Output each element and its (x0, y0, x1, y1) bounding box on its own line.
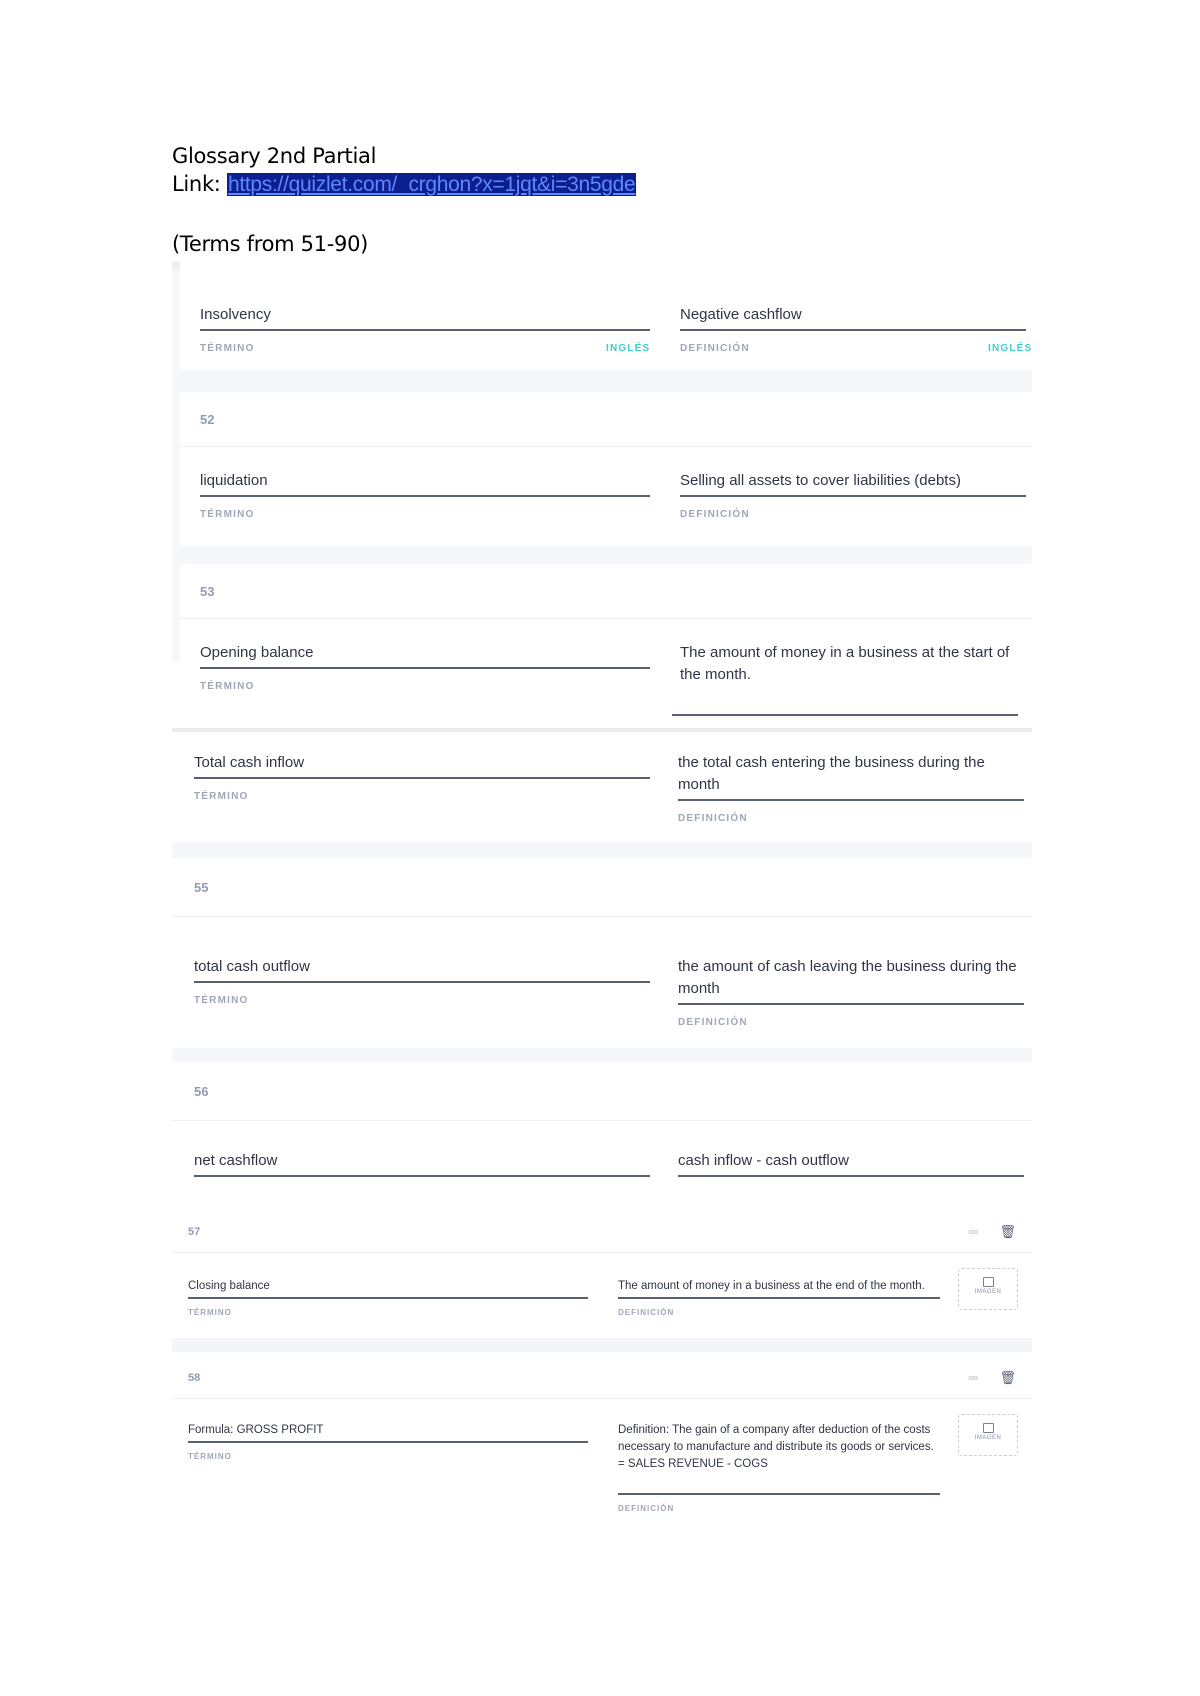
definition-text: Definition: The gain of a company after deduction of the costs necessary to manufacture and distribute its goods or services. (618, 1424, 934, 1453)
term-caption: TÉRMINO (194, 791, 249, 802)
definition-caption: DEFINICIÓN (678, 813, 748, 824)
term-language[interactable]: INGLÉS (606, 343, 651, 354)
image-button-label: IMAGEN (974, 1289, 1002, 1295)
image-icon (983, 1277, 994, 1287)
definition-formula: = SALES REVENUE - COGS (618, 1458, 768, 1470)
image-icon (983, 1423, 994, 1433)
quizlet-link[interactable]: https://quizlet.com/_crghon?x=1jqt&i=3n5gde (227, 173, 636, 196)
definition-field[interactable]: cash inflow - cash outflow (678, 1152, 849, 1169)
term-field[interactable]: total cash outflow (194, 958, 310, 975)
term-field[interactable]: Closing balance (188, 1280, 270, 1292)
card-58 (172, 1352, 1032, 1534)
document-title: Glossary 2nd Partial (172, 144, 377, 168)
card-number: 53 (200, 584, 215, 599)
card-actions (969, 1224, 1016, 1240)
definition-caption: DEFINICIÓN (680, 509, 750, 520)
term-field[interactable]: liquidation (200, 472, 268, 489)
screenshot-cards-57-58 (172, 1204, 1032, 1534)
card-54 (172, 732, 1032, 842)
trash-icon[interactable]: 🗑 (999, 1370, 1016, 1385)
definition-field[interactable] (618, 1422, 934, 1473)
term-field[interactable]: Formula: GROSS PROFIT (188, 1424, 324, 1436)
card-number: 56 (194, 1084, 209, 1099)
image-upload-button[interactable] (958, 1268, 1018, 1310)
drag-handle-icon[interactable]: ═ (968, 1224, 978, 1239)
term-caption: TÉRMINO (188, 1308, 232, 1317)
card-51 (180, 262, 1032, 370)
image-upload-button[interactable] (958, 1414, 1018, 1456)
definition-field[interactable]: the total cash entering the business during the month (678, 754, 985, 793)
term-caption: TÉRMINO (200, 509, 255, 520)
image-button-label: IMAGEN (974, 1435, 1002, 1441)
definition-caption: DEFINICIÓN (618, 1308, 675, 1317)
terms-range-note: (Terms from 51-90) (172, 232, 369, 256)
screenshot-cards-54-56 (172, 728, 1032, 1182)
card-52 (180, 392, 1032, 546)
link-label: Link: (172, 172, 221, 196)
card-53 (180, 564, 1032, 692)
card-56 (172, 1062, 1032, 1182)
trash-icon[interactable]: 🗑 (999, 1224, 1016, 1239)
card-actions (969, 1370, 1016, 1386)
card-57 (172, 1204, 1032, 1338)
term-caption: TÉRMINO (200, 681, 255, 692)
definition-field[interactable]: the amount of cash leaving the business during the month (678, 958, 1017, 997)
drag-handle-icon[interactable]: ═ (968, 1370, 978, 1385)
definition-field[interactable]: Negative cashflow (680, 306, 802, 323)
definition-caption: DEFINICIÓN (678, 1017, 748, 1028)
link-line (172, 172, 636, 197)
card-number: 52 (200, 412, 215, 427)
definition-field[interactable]: Selling all assets to cover liabilities (debts) (680, 472, 961, 489)
definition-caption: DEFINICIÓN (618, 1504, 675, 1513)
term-caption: TÉRMINO (200, 343, 255, 354)
term-field[interactable]: net cashflow (194, 1152, 278, 1169)
term-field[interactable]: Total cash inflow (194, 754, 305, 771)
definition-field[interactable]: The amount of money in a business at the start of the month. (680, 644, 1010, 683)
card-number: 55 (194, 880, 209, 895)
term-field[interactable]: Insolvency (200, 306, 271, 323)
term-caption: TÉRMINO (188, 1452, 232, 1461)
term-caption: TÉRMINO (194, 995, 249, 1006)
definition-caption: DEFINICIÓN (680, 343, 750, 354)
card-number: 58 (188, 1372, 201, 1384)
term-field[interactable]: Opening balance (200, 644, 314, 661)
screenshot-cards-51-53 (172, 262, 1033, 692)
definition-language[interactable]: INGLÉS (988, 343, 1033, 354)
card-number: 57 (188, 1226, 201, 1238)
card-55 (172, 858, 1032, 1048)
definition-field[interactable]: The amount of money in a business at the end of the month. (618, 1280, 925, 1292)
